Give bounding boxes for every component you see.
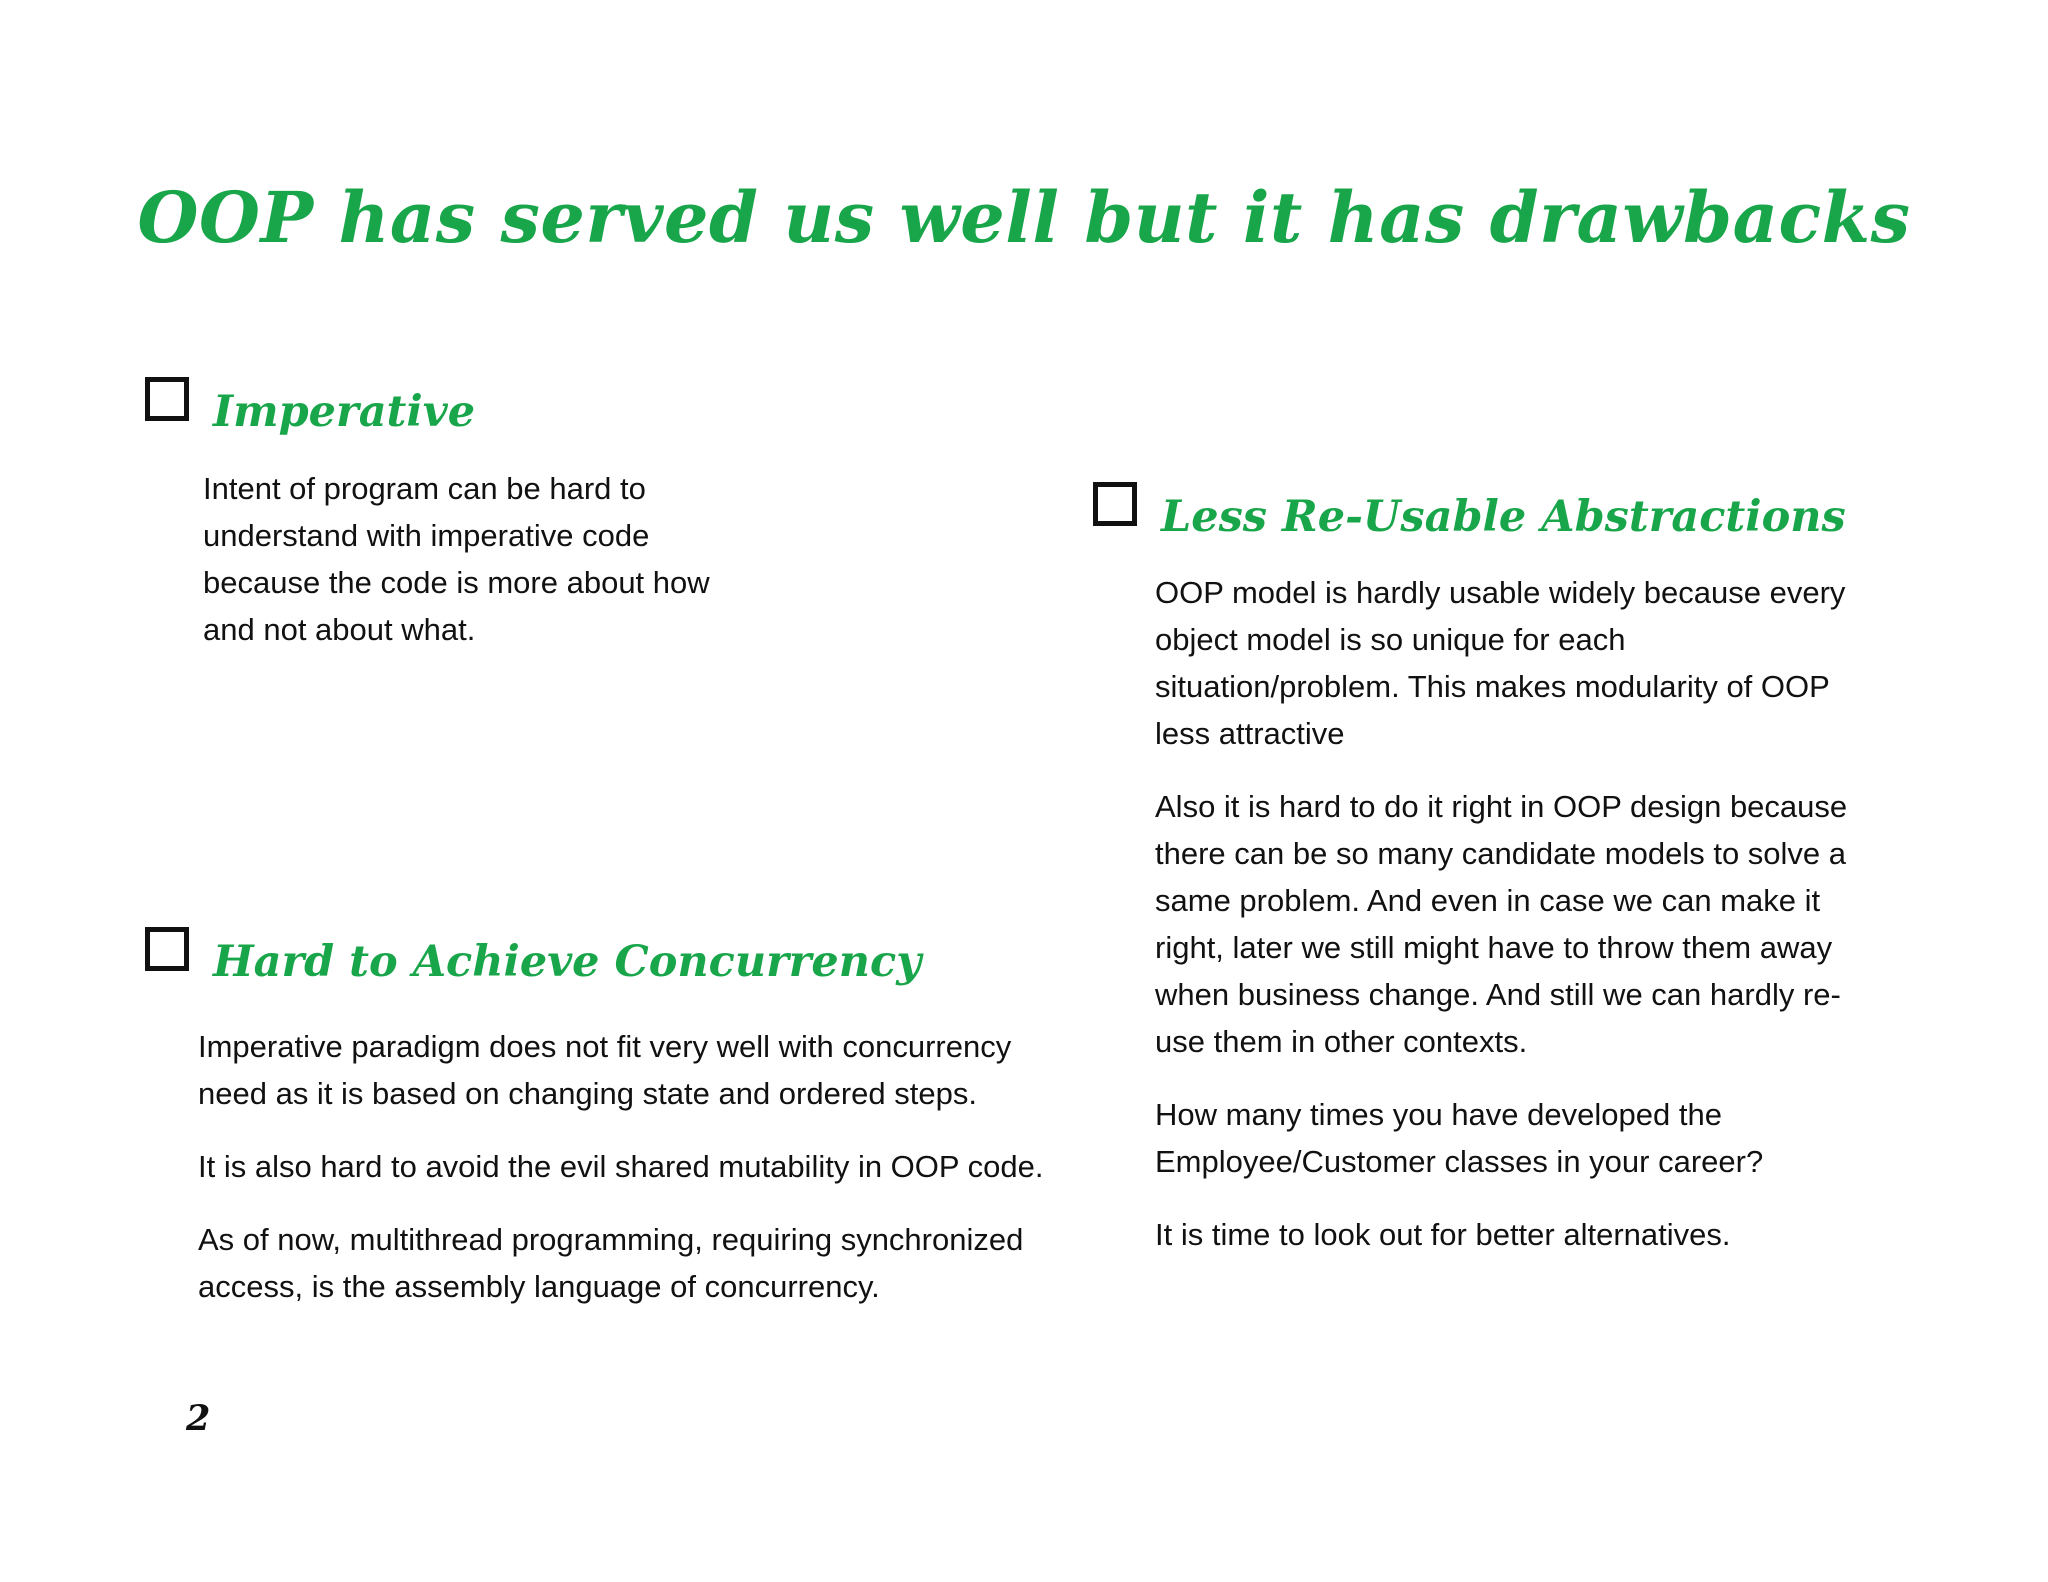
reusable-paragraph: How many times you have developed the Employee/Customer classes in your career?	[1155, 1097, 1764, 1179]
reusable-abstractions-body	[1155, 569, 1865, 1258]
checkbox-icon	[145, 377, 189, 421]
concurrency-heading-text: Hard to Achieve Concurrency	[213, 936, 922, 987]
page-number: 2	[186, 1398, 211, 1439]
checkbox-icon	[1093, 482, 1137, 526]
reusable-paragraph: OOP model is hardly usable widely because every object model is so unique for each situation/problem. This makes modularity of OOP less attractive	[1155, 575, 1846, 751]
imperative-paragraph: Intent of program can be hard to understand with imperative code because the code is more about how and not about what.	[203, 471, 710, 647]
reusable-abstractions-heading	[1093, 480, 1873, 540]
concurrency-section	[145, 925, 1075, 1310]
concurrency-heading	[145, 925, 1075, 985]
imperative-heading	[145, 375, 785, 435]
reusable-paragraph: Also it is hard to do it right in OOP design because there can be so many candidate models to solve a same problem. And even in case we can make it right, later we still might have to throw them away when business change. And still we can hardly re-use them in other contexts.	[1155, 789, 1848, 1059]
concurrency-paragraph: Imperative paradigm does not fit very well with concurrency need as it is based on changing state and ordered steps.	[198, 1029, 1012, 1111]
reusable-paragraph: It is time to look out for better alternatives.	[1155, 1217, 1731, 1252]
imperative-body	[203, 465, 763, 653]
checkbox-icon	[145, 927, 189, 971]
reusable-abstractions-section	[1093, 480, 1873, 1258]
slide-title: OOP has served us well but it has drawbacks	[137, 176, 1911, 259]
concurrency-body	[198, 1023, 1068, 1310]
imperative-section	[145, 375, 785, 653]
concurrency-paragraph: It is also hard to avoid the evil shared mutability in OOP code.	[198, 1149, 1044, 1184]
imperative-heading-text: Imperative	[213, 386, 476, 437]
reusable-abstractions-heading-text: Less Re-Usable Abstractions	[1161, 491, 1846, 542]
concurrency-paragraph: As of now, multithread programming, requiring synchronized access, is the assembly language of concurrency.	[198, 1222, 1024, 1304]
